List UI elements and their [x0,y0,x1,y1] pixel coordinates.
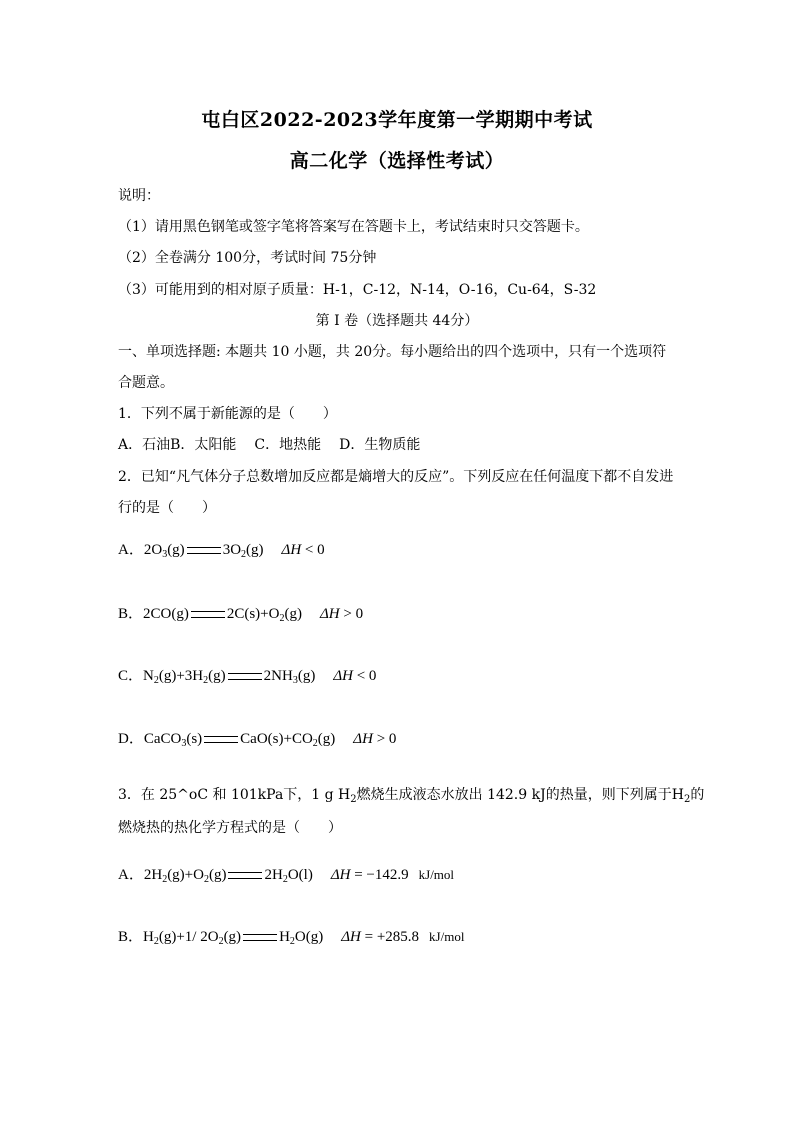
q3-option-a[interactable]: A．$2H_2(g)+O_2(g)$ $2H_2O(l) \Delta H = -142.9$ kJ/mol [118,867,455,885]
note-item-1: （1）请用黑色钢笔或签字笔将答案写在答题卡上，考试结束时只交答题卡。 [118,219,589,235]
note-item-3: （3）可能用到的相对原子质量：H-1，C-12，N-14，O-16，Cu-64，S-32 [118,282,597,298]
equals-arrow-icon [228,673,262,680]
equals-arrow-icon [191,611,225,618]
question-3-stem-line2: 燃烧热的热化学方程式的是（ ） [118,820,342,836]
equals-arrow-icon [228,872,262,879]
question-3-stem-line1: 3．在 25^oC 和 101kPa下，1 g $H_2$燃烧生成液态水放出 142.9 kJ的热量，则下列属于$H_2$的 [118,787,705,805]
q1-option-a[interactable]: A．石油 [118,437,171,453]
notes-heading: 说明： [118,188,160,204]
section-title: 第 I 卷（选择题共 44分） [315,313,479,329]
equals-arrow-icon [187,547,221,554]
q3-option-b[interactable]: B．$H_2(g)+1/$ $2O_2(g)$ $H_2O(g) \Delta H = +285.8$ kJ/mol [118,929,465,947]
section-intro: 一、单项选择题: 本题共 10 小题，共 20分。每小题给出的四个选项中，只有一个选项符合题意。 [118,344,667,391]
note-item-2: （2）全卷满分 100分，考试时间 75分钟 [118,250,377,266]
q1-option-c[interactable]: C．地热能 [254,437,322,453]
exam-title: 屯白区2022-2023学年度第一学期期中考试 [201,109,593,131]
q2-option-b[interactable]: B．2CO(g) $2C(s)+O_2(g) \Delta H > 0$ [118,606,364,624]
q2-option-a[interactable]: A．$2O_3(g)$ $3O_2(g) \Delta H < 0$ [118,542,325,560]
question-1-stem: 1．下列不属于新能源的是（ ） [118,406,337,422]
equals-arrow-icon [204,736,238,743]
q2-option-d[interactable]: D．CaCO$_3$(s) $CaO(s)+CO_2(g) \Delta H > 0$ [118,731,397,749]
question-1-options [118,435,420,455]
equals-arrow-icon [243,934,277,941]
q2-option-c[interactable]: C．$N_2(g)+3H_2(g)$ $2NH_3(g) \Delta H < 0$ [118,668,377,686]
q1-option-b[interactable]: B．太阳能 [170,437,237,453]
q1-option-d[interactable]: D．生物质能 [339,437,421,453]
exam-subtitle: 高二化学（选择性考试） [289,150,505,172]
question-2-stem: 2．已知“凡气体分子总数增加反应都是熵增大的反应”。下列反应在任何温度下都不自发进行的是（ ） [118,469,674,516]
